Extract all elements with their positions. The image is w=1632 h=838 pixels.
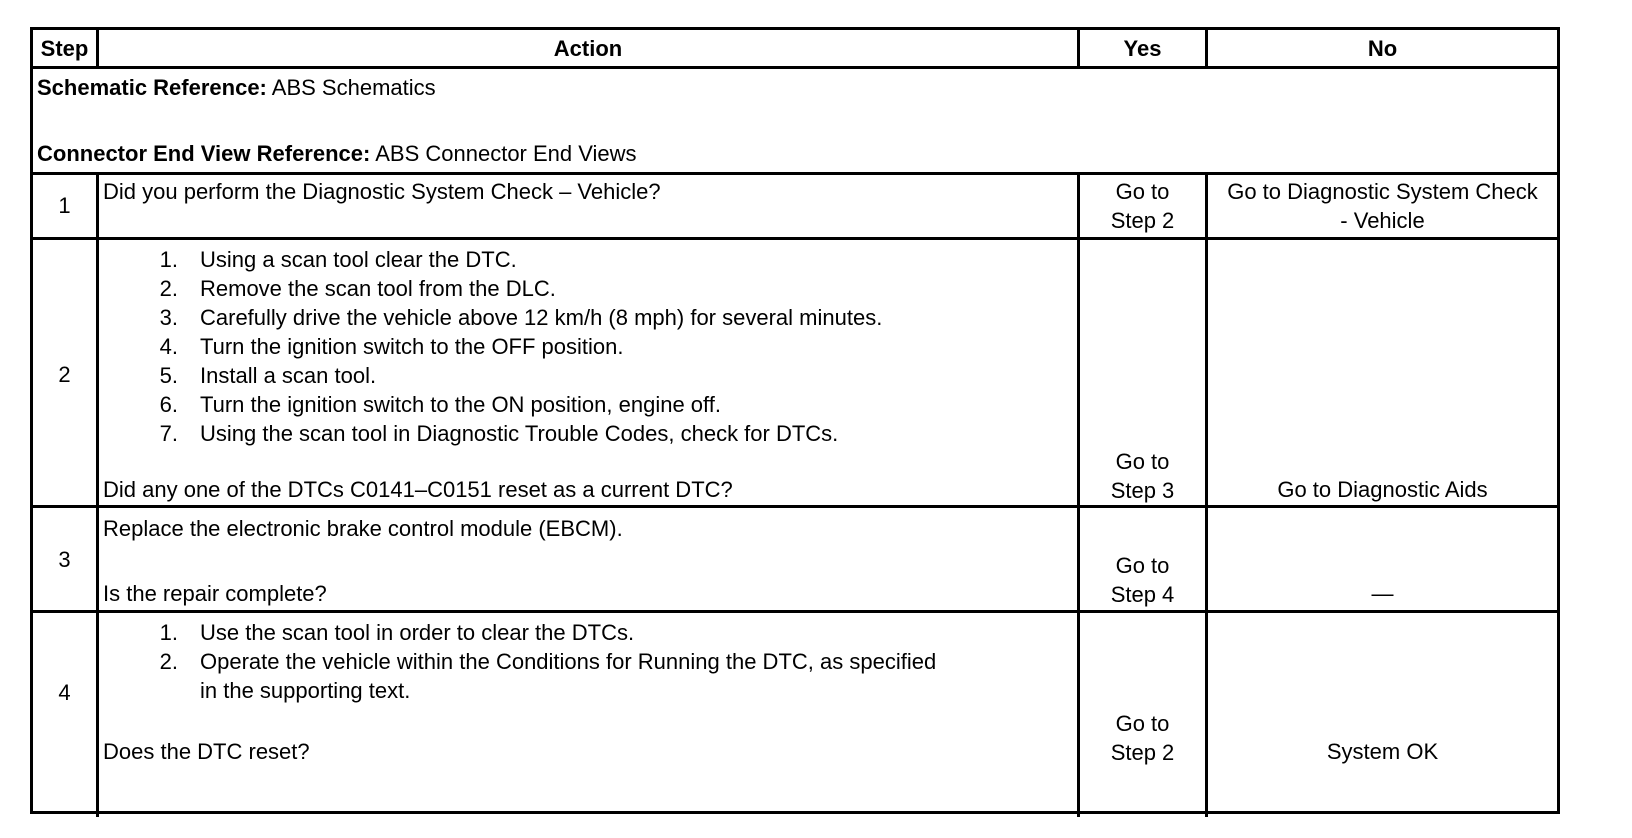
yes-result: Go to Step 2 — [1110, 711, 1175, 765]
step-number: 2 — [58, 362, 71, 387]
table-row-step-4 — [33, 613, 1557, 771]
list-item: 6. Turn the ignition switch to the ON position, engine off. — [159, 392, 721, 417]
step-number: 1 — [58, 193, 71, 218]
step-question: Does the DTC reset? — [103, 739, 310, 764]
procedure-list — [148, 618, 948, 705]
list-item: 4. Turn the ignition switch to the OFF position. — [159, 334, 624, 359]
list-item: 2. Operate the vehicle within the Conditions for Running the DTC, as specified in the supporting text. — [159, 649, 937, 703]
table-row-step-1 — [33, 175, 1557, 237]
table-row-step-3 — [33, 508, 1557, 610]
step-number: 4 — [58, 680, 71, 705]
schematic-reference-value: ABS Schematics — [266, 75, 436, 100]
list-item: 1. Use the scan tool in order to clear the DTCs. — [159, 620, 635, 645]
schematic-reference — [37, 73, 436, 102]
header-step: Step — [40, 36, 89, 61]
header-yes: Yes — [1123, 36, 1162, 61]
schematic-reference-label: Schematic Reference: — [37, 75, 267, 100]
header-no: No — [1367, 36, 1398, 61]
no-result: — — [1371, 581, 1394, 606]
list-item: 1. Using a scan tool clear the DTC. — [159, 247, 517, 272]
step-instruction: Replace the electronic brake control module (EBCM). — [103, 516, 623, 541]
connector-reference-value: ABS Connector End Views — [370, 141, 637, 166]
table-row-step-2 — [33, 240, 1557, 505]
list-item: 2. Remove the scan tool from the DLC. — [159, 276, 556, 301]
yes-result: Go to Step 3 — [1110, 449, 1175, 503]
step-number: 3 — [58, 547, 71, 572]
header-row — [33, 30, 1557, 66]
reference-row — [33, 69, 1557, 172]
list-item: 3. Carefully drive the vehicle above 12 km/h (8 mph) for several minutes. — [159, 305, 883, 330]
list-item: 5. Install a scan tool. — [159, 363, 377, 388]
no-result: Go to Diagnostic Aids — [1277, 477, 1488, 502]
no-result: Go to Diagnostic System Check - Vehicle — [1227, 179, 1538, 233]
step-question: Did you perform the Diagnostic System Check – Vehicle? — [103, 179, 661, 204]
connector-reference-label: Connector End View Reference: — [37, 141, 371, 166]
list-item: 7. Using the scan tool in Diagnostic Trouble Codes, check for DTCs. — [159, 421, 839, 446]
yes-result: Go to Step 2 — [1110, 179, 1175, 233]
procedure-list — [148, 245, 882, 448]
no-result: System OK — [1326, 739, 1439, 764]
header-action: Action — [553, 36, 623, 61]
connector-reference — [37, 139, 637, 168]
yes-result: Go to Step 4 — [1110, 553, 1175, 607]
diagnostic-table — [30, 27, 1560, 814]
step-question: Did any one of the DTCs C0141–C0151 reset as a current DTC? — [103, 477, 733, 502]
step-question: Is the repair complete? — [103, 581, 327, 606]
